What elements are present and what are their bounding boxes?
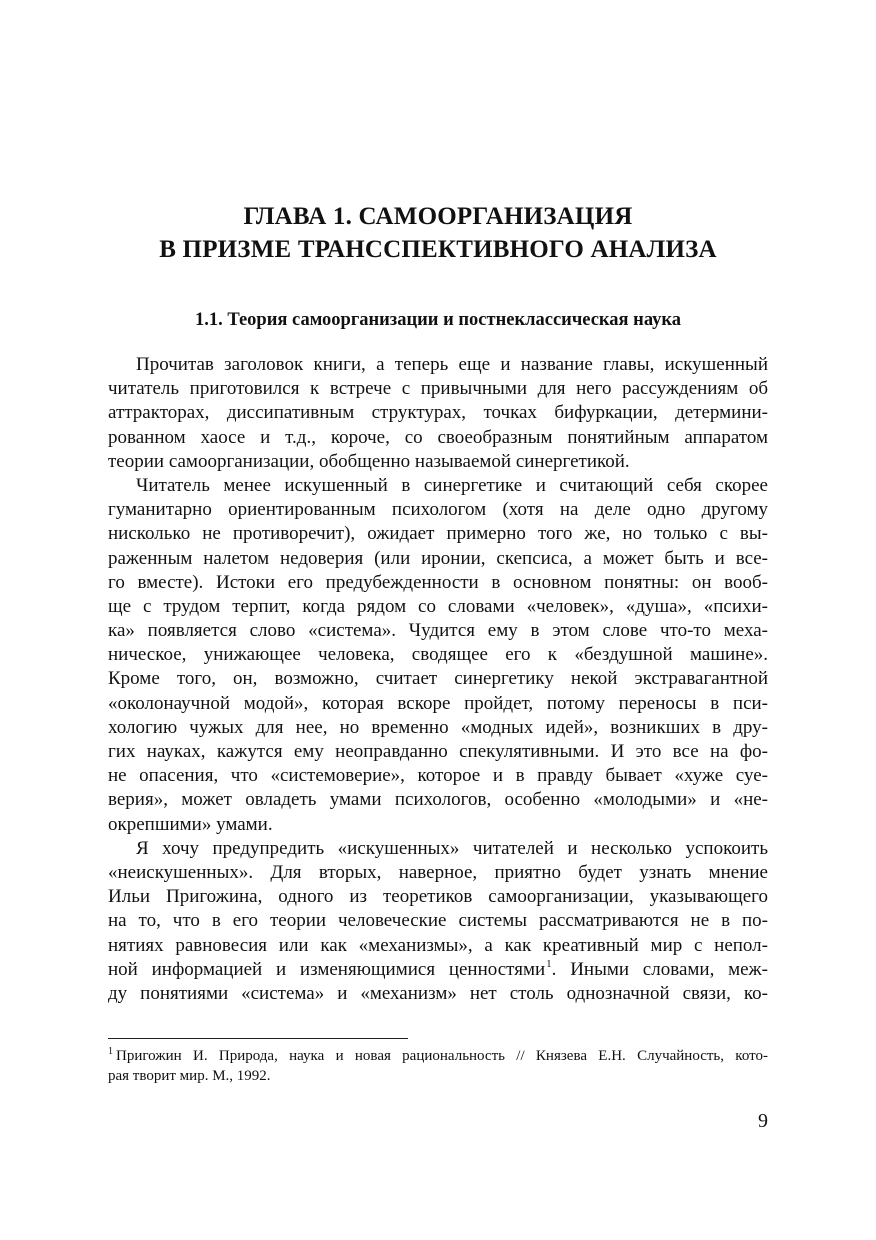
text-line: раженным налетом недоверия (или иронии, скепсиса, а может быть и все- <box>108 547 768 569</box>
text-line: ще с трудом терпит, когда рядом со словами «человек», «душа», «психи- <box>108 595 768 617</box>
chapter-title-line-2: В ПРИЗМЕ ТРАНССПЕКТИВНОГО АНАЛИЗА <box>159 236 717 263</box>
text-line: рованном хаосе и т.д., короче, со своеобразным понятийным аппаратом <box>108 426 768 448</box>
footnote <box>108 1046 768 1086</box>
footnote-number: 1 <box>108 1046 113 1057</box>
text-line: «околонаучной модой», которая вскоре пройдет, потому переносы в пси- <box>108 692 768 714</box>
text-line: окрепшими» умами. <box>108 813 273 835</box>
text-line: «неискушенных». Для вторых, наверное, приятно будет узнать мнение <box>108 861 768 883</box>
footnote-reference[interactable]: 1 <box>546 957 552 970</box>
chapter-title-line-1: ГЛАВА 1. САМООРГАНИЗАЦИЯ <box>243 203 633 230</box>
footnote-line-1 <box>108 1046 768 1066</box>
paragraph-1 <box>108 353 768 474</box>
text-fragment: ной информацией и изменяющимися ценностями <box>108 958 546 980</box>
text-line: Я хочу предупредить «искушенных» читателей и несколько успокоить <box>136 837 768 859</box>
chapter-title <box>108 200 768 266</box>
footnote-line-2: рая творит мир. М., 1992. <box>108 1068 271 1084</box>
text-fragment: . Иными словами, меж- <box>551 958 768 980</box>
text-line: Читатель менее искушенный в синергетике и считающий себя скорее <box>136 474 768 496</box>
footnote-divider <box>108 1038 408 1039</box>
paragraph-2 <box>108 474 768 837</box>
text-line: ка» появляется слово «система». Чудится ему в этом слове что-то меха- <box>108 620 768 642</box>
text-line: Прочитав заголовок книги, а теперь еще и название главы, искушенный <box>136 354 768 375</box>
body-text <box>108 353 768 1006</box>
text-line: ническое, унижающее человека, сводящее его к «бездушной машине». <box>108 644 768 666</box>
footnote-text: Пригожин И. Природа, наука и новая рациональность // Князева Е.Н. Случайность, кото- <box>116 1048 768 1064</box>
section-title: 1.1. Теория самоорганизации и постнеклассическая наука <box>194 310 682 330</box>
text-line: хологию чужых для нее, но временно «модных идей», возникших в дру- <box>108 716 768 738</box>
text-line: верия», может овладеть умами психологов, особенно «молодыми» и «не- <box>108 789 768 811</box>
text-line: Кроме того, он, возможно, считает синергетику некой экстравагантной <box>108 668 768 690</box>
text-line: нисколько не противоречит), ожидает примерно того же, но только с вы- <box>108 523 768 545</box>
text-line: ду понятиями «система» и «механизм» нет столь однозначной связи, ко- <box>108 982 768 1004</box>
text-line: го вместе). Истоки его предубежденности в основном понятны: он вооб- <box>108 571 768 593</box>
text-line: аттракторах, диссипативным структурах, точках бифуркации, детермини- <box>108 402 768 424</box>
text-line: нятиях равновесия или как «механизмы», а как креативный мир с непол- <box>108 934 768 956</box>
paragraph-3 <box>108 837 768 1006</box>
text-line: Ильи Пригожина, одного из теоретиков самоорганизации, указывающего <box>108 886 768 908</box>
text-line: теории самоорганизации, обобщенно называемой синергетикой. <box>108 450 630 472</box>
text-line: на то, что в его теории человеческие системы рассматриваются не в по- <box>108 910 768 932</box>
text-line: гих науках, кажутся ему неоправданно спекулятивными. И это все на фо- <box>108 741 768 762</box>
text-line: читатель приготовился к встрече с привычными для него рассуждениям об <box>108 378 768 400</box>
page-number: 9 <box>758 1110 768 1132</box>
text-line: гуманитарно ориентированным психологом (хотя на деле одно другому <box>108 499 768 521</box>
text-line-with-footnote <box>108 958 768 982</box>
text-line: не опасения, что «системоверие», которое и в правду бывает «хуже суе- <box>108 765 768 787</box>
